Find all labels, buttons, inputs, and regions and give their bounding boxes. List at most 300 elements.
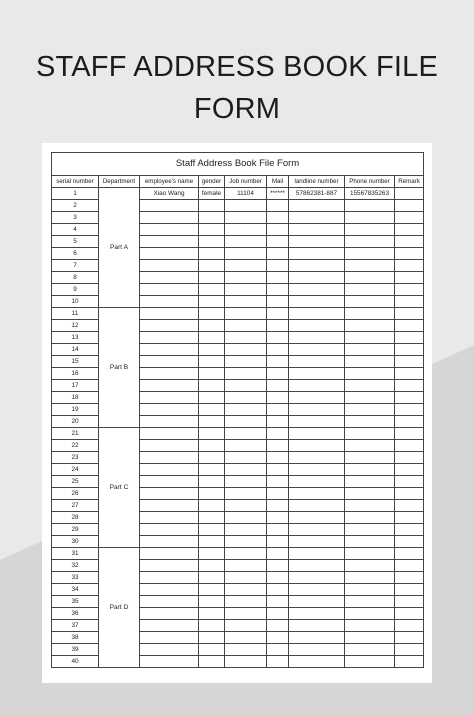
mail-cell[interactable]: [267, 656, 289, 668]
gender-cell[interactable]: [199, 428, 225, 440]
employee-name-cell[interactable]: [140, 260, 199, 272]
mail-cell[interactable]: [267, 536, 289, 548]
serial-number-cell: 25: [52, 476, 99, 488]
employee-name-cell[interactable]: [140, 344, 199, 356]
mail-cell[interactable]: [267, 464, 289, 476]
employee-name-cell[interactable]: [140, 596, 199, 608]
phone-cell[interactable]: [345, 560, 395, 572]
job-number-cell[interactable]: [225, 632, 267, 644]
landline-cell[interactable]: [289, 380, 345, 392]
phone-cell[interactable]: [345, 248, 395, 260]
address-book-form: [51, 152, 424, 668]
phone-cell[interactable]: [345, 608, 395, 620]
mail-cell[interactable]: [267, 344, 289, 356]
phone-cell[interactable]: [345, 380, 395, 392]
mail-cell[interactable]: [267, 380, 289, 392]
job-number-cell[interactable]: [225, 380, 267, 392]
job-number-cell[interactable]: [225, 476, 267, 488]
phone-cell[interactable]: [345, 260, 395, 272]
phone-cell[interactable]: [345, 632, 395, 644]
phone-cell[interactable]: [345, 308, 395, 320]
remark-cell[interactable]: [395, 536, 424, 548]
employee-name-cell[interactable]: [140, 656, 199, 668]
remark-cell[interactable]: [395, 452, 424, 464]
employee-name-cell[interactable]: [140, 440, 199, 452]
phone-cell[interactable]: [345, 428, 395, 440]
serial-number-cell: 12: [52, 320, 99, 332]
job-number-cell[interactable]: [225, 332, 267, 344]
phone-cell[interactable]: [345, 344, 395, 356]
landline-cell[interactable]: [289, 368, 345, 380]
mail-cell[interactable]: [267, 644, 289, 656]
job-number-cell[interactable]: [225, 440, 267, 452]
employee-name-cell[interactable]: [140, 380, 199, 392]
employee-name-cell[interactable]: [140, 212, 199, 224]
remark-cell[interactable]: [395, 464, 424, 476]
serial-number-cell: 13: [52, 332, 99, 344]
employee-name-cell[interactable]: [140, 356, 199, 368]
job-number-cell[interactable]: [225, 536, 267, 548]
landline-cell[interactable]: [289, 272, 345, 284]
landline-cell[interactable]: [289, 584, 345, 596]
landline-cell[interactable]: [289, 392, 345, 404]
gender-cell[interactable]: [199, 344, 225, 356]
employee-name-cell[interactable]: [140, 536, 199, 548]
employee-name-cell[interactable]: [140, 572, 199, 584]
remark-cell[interactable]: [395, 356, 424, 368]
serial-number-cell: 15: [52, 356, 99, 368]
phone-cell[interactable]: [345, 320, 395, 332]
mail-cell[interactable]: [267, 560, 289, 572]
employee-name-cell[interactable]: [140, 236, 199, 248]
mail-cell[interactable]: [267, 476, 289, 488]
job-number-cell[interactable]: [225, 428, 267, 440]
employee-name-cell[interactable]: [140, 620, 199, 632]
phone-cell[interactable]: [345, 332, 395, 344]
landline-cell[interactable]: [289, 248, 345, 260]
landline-cell[interactable]: [289, 488, 345, 500]
remark-cell[interactable]: [395, 488, 424, 500]
mail-cell[interactable]: [267, 356, 289, 368]
remark-cell[interactable]: [395, 284, 424, 296]
phone-cell[interactable]: [345, 236, 395, 248]
phone-cell[interactable]: [345, 464, 395, 476]
serial-number-cell: 3: [52, 212, 99, 224]
employee-name-cell[interactable]: [140, 632, 199, 644]
mail-cell[interactable]: [267, 512, 289, 524]
phone-cell[interactable]: [345, 548, 395, 560]
gender-cell[interactable]: [199, 536, 225, 548]
mail-cell[interactable]: [267, 296, 289, 308]
job-number-cell[interactable]: [225, 392, 267, 404]
serial-number-cell: 33: [52, 572, 99, 584]
phone-cell[interactable]: [345, 500, 395, 512]
remark-cell[interactable]: [395, 584, 424, 596]
mail-cell[interactable]: [267, 596, 289, 608]
mail-cell[interactable]: [267, 440, 289, 452]
mail-cell[interactable]: [267, 620, 289, 632]
employee-name-cell[interactable]: [140, 644, 199, 656]
remark-cell[interactable]: [395, 344, 424, 356]
remark-cell[interactable]: [395, 236, 424, 248]
gender-cell[interactable]: [199, 476, 225, 488]
landline-cell[interactable]: [289, 512, 345, 524]
employee-name-cell[interactable]: [140, 248, 199, 260]
mail-cell[interactable]: [267, 392, 289, 404]
employee-name-cell[interactable]: [140, 548, 199, 560]
landline-cell[interactable]: [289, 440, 345, 452]
landline-cell[interactable]: [289, 404, 345, 416]
job-number-cell[interactable]: [225, 512, 267, 524]
gender-cell[interactable]: [199, 632, 225, 644]
landline-cell[interactable]: [289, 284, 345, 296]
remark-cell[interactable]: [395, 188, 424, 200]
remark-cell[interactable]: [395, 560, 424, 572]
gender-cell[interactable]: [199, 452, 225, 464]
mail-cell[interactable]: [267, 248, 289, 260]
mail-cell[interactable]: [267, 260, 289, 272]
employee-name-cell[interactable]: [140, 608, 199, 620]
landline-cell[interactable]: [289, 656, 345, 668]
phone-cell[interactable]: [345, 512, 395, 524]
remark-cell[interactable]: [395, 332, 424, 344]
mail-cell[interactable]: [267, 212, 289, 224]
remark-cell[interactable]: [395, 656, 424, 668]
remark-cell[interactable]: [395, 428, 424, 440]
job-number-cell[interactable]: [225, 368, 267, 380]
remark-cell[interactable]: [395, 596, 424, 608]
employee-name-cell[interactable]: Xiao Wang: [140, 188, 199, 200]
employee-name-cell[interactable]: [140, 368, 199, 380]
header-mail: Mail: [267, 176, 289, 188]
remark-cell[interactable]: [395, 512, 424, 524]
job-number-cell[interactable]: [225, 608, 267, 620]
mail-cell[interactable]: ******: [267, 188, 289, 200]
remark-cell[interactable]: [395, 260, 424, 272]
remark-cell[interactable]: [395, 272, 424, 284]
landline-cell[interactable]: [289, 548, 345, 560]
job-number-cell[interactable]: [225, 656, 267, 668]
job-number-cell[interactable]: [225, 560, 267, 572]
serial-number-cell: 38: [52, 632, 99, 644]
employee-name-cell[interactable]: [140, 524, 199, 536]
employee-name-cell[interactable]: [140, 224, 199, 236]
phone-cell[interactable]: [345, 416, 395, 428]
phone-cell[interactable]: [345, 440, 395, 452]
serial-number-cell: 23: [52, 452, 99, 464]
gender-cell[interactable]: [199, 464, 225, 476]
remark-cell[interactable]: [395, 404, 424, 416]
employee-name-cell[interactable]: [140, 428, 199, 440]
gender-cell[interactable]: [199, 332, 225, 344]
job-number-cell[interactable]: [225, 224, 267, 236]
phone-cell[interactable]: [345, 272, 395, 284]
remark-cell[interactable]: [395, 296, 424, 308]
job-number-cell[interactable]: [225, 452, 267, 464]
header-serial-number: serial number: [52, 176, 99, 188]
gender-cell[interactable]: [199, 296, 225, 308]
job-number-cell[interactable]: [225, 320, 267, 332]
phone-cell[interactable]: [345, 452, 395, 464]
landline-cell[interactable]: [289, 416, 345, 428]
gender-cell[interactable]: [199, 308, 225, 320]
serial-number-cell: 31: [52, 548, 99, 560]
remark-cell[interactable]: [395, 308, 424, 320]
employee-name-cell[interactable]: [140, 464, 199, 476]
remark-cell[interactable]: [395, 416, 424, 428]
gender-cell[interactable]: [199, 416, 225, 428]
header-landline-number: landline number: [289, 176, 345, 188]
mail-cell[interactable]: [267, 284, 289, 296]
mail-cell[interactable]: [267, 584, 289, 596]
phone-cell[interactable]: [345, 392, 395, 404]
phone-cell[interactable]: [345, 212, 395, 224]
landline-cell[interactable]: [289, 452, 345, 464]
landline-cell[interactable]: [289, 236, 345, 248]
employee-name-cell[interactable]: [140, 488, 199, 500]
serial-number-cell: 37: [52, 620, 99, 632]
gender-cell[interactable]: [199, 572, 225, 584]
employee-name-cell[interactable]: [140, 476, 199, 488]
landline-cell[interactable]: [289, 344, 345, 356]
phone-cell[interactable]: [345, 356, 395, 368]
header-department: Department: [99, 176, 140, 188]
remark-cell[interactable]: [395, 248, 424, 260]
job-number-cell[interactable]: [225, 296, 267, 308]
gender-cell[interactable]: [199, 584, 225, 596]
mail-cell[interactable]: [267, 452, 289, 464]
job-number-cell[interactable]: [225, 344, 267, 356]
landline-cell[interactable]: 57862381-887: [289, 188, 345, 200]
landline-cell[interactable]: [289, 608, 345, 620]
gender-cell[interactable]: [199, 560, 225, 572]
landline-cell[interactable]: [289, 500, 345, 512]
remark-cell[interactable]: [395, 632, 424, 644]
employee-name-cell[interactable]: [140, 200, 199, 212]
landline-cell[interactable]: [289, 296, 345, 308]
landline-cell[interactable]: [289, 428, 345, 440]
phone-cell[interactable]: [345, 476, 395, 488]
gender-cell[interactable]: [199, 404, 225, 416]
job-number-cell[interactable]: [225, 272, 267, 284]
job-number-cell[interactable]: [225, 236, 267, 248]
serial-number-cell: 27: [52, 500, 99, 512]
employee-name-cell[interactable]: [140, 404, 199, 416]
employee-name-cell[interactable]: [140, 560, 199, 572]
job-number-cell[interactable]: [225, 212, 267, 224]
job-number-cell[interactable]: [225, 284, 267, 296]
employee-name-cell[interactable]: [140, 296, 199, 308]
landline-cell[interactable]: [289, 224, 345, 236]
remark-cell[interactable]: [395, 392, 424, 404]
phone-cell[interactable]: [345, 224, 395, 236]
mail-cell[interactable]: [267, 548, 289, 560]
phone-cell[interactable]: [345, 596, 395, 608]
job-number-cell[interactable]: [225, 644, 267, 656]
job-number-cell[interactable]: [225, 524, 267, 536]
mail-cell[interactable]: [267, 236, 289, 248]
gender-cell[interactable]: [199, 656, 225, 668]
landline-cell[interactable]: [289, 536, 345, 548]
remark-cell[interactable]: [395, 500, 424, 512]
landline-cell[interactable]: [289, 524, 345, 536]
mail-cell[interactable]: [267, 488, 289, 500]
mail-cell[interactable]: [267, 428, 289, 440]
remark-cell[interactable]: [395, 368, 424, 380]
remark-cell[interactable]: [395, 320, 424, 332]
employee-name-cell[interactable]: [140, 320, 199, 332]
gender-cell[interactable]: [199, 356, 225, 368]
landline-cell[interactable]: [289, 212, 345, 224]
mail-cell[interactable]: [267, 308, 289, 320]
remark-cell[interactable]: [395, 608, 424, 620]
landline-cell[interactable]: [289, 332, 345, 344]
gender-cell[interactable]: [199, 272, 225, 284]
gender-cell[interactable]: [199, 236, 225, 248]
gender-cell[interactable]: [199, 260, 225, 272]
employee-name-cell[interactable]: [140, 416, 199, 428]
mail-cell[interactable]: [267, 500, 289, 512]
mail-cell[interactable]: [267, 368, 289, 380]
job-number-cell[interactable]: [225, 356, 267, 368]
landline-cell[interactable]: [289, 560, 345, 572]
phone-cell[interactable]: [345, 584, 395, 596]
mail-cell[interactable]: [267, 272, 289, 284]
job-number-cell[interactable]: [225, 572, 267, 584]
serial-number-cell: 11: [52, 308, 99, 320]
job-number-cell[interactable]: [225, 248, 267, 260]
gender-cell[interactable]: [199, 488, 225, 500]
gender-cell[interactable]: [199, 224, 225, 236]
gender-cell[interactable]: [199, 284, 225, 296]
landline-cell[interactable]: [289, 200, 345, 212]
gender-cell[interactable]: [199, 596, 225, 608]
phone-cell[interactable]: 15567835263: [345, 188, 395, 200]
remark-cell[interactable]: [395, 200, 424, 212]
mail-cell[interactable]: [267, 572, 289, 584]
job-number-cell[interactable]: [225, 200, 267, 212]
mail-cell[interactable]: [267, 332, 289, 344]
gender-cell[interactable]: [199, 380, 225, 392]
remark-cell[interactable]: [395, 620, 424, 632]
gender-cell[interactable]: [199, 368, 225, 380]
header-gender: gender: [199, 176, 225, 188]
phone-cell[interactable]: [345, 488, 395, 500]
job-number-cell[interactable]: [225, 260, 267, 272]
mail-cell[interactable]: [267, 224, 289, 236]
phone-cell[interactable]: [345, 644, 395, 656]
job-number-cell[interactable]: [225, 620, 267, 632]
phone-cell[interactable]: [345, 284, 395, 296]
remark-cell[interactable]: [395, 212, 424, 224]
landline-cell[interactable]: [289, 308, 345, 320]
remark-cell[interactable]: [395, 380, 424, 392]
gender-cell[interactable]: [199, 392, 225, 404]
job-number-cell[interactable]: [225, 584, 267, 596]
employee-name-cell[interactable]: [140, 284, 199, 296]
remark-cell[interactable]: [395, 524, 424, 536]
landline-cell[interactable]: [289, 620, 345, 632]
gender-cell[interactable]: [199, 200, 225, 212]
gender-cell[interactable]: [199, 440, 225, 452]
gender-cell[interactable]: [199, 644, 225, 656]
gender-cell[interactable]: [199, 620, 225, 632]
employee-name-cell[interactable]: [140, 512, 199, 524]
landline-cell[interactable]: [289, 572, 345, 584]
phone-cell[interactable]: [345, 404, 395, 416]
job-number-cell[interactable]: [225, 500, 267, 512]
gender-cell[interactable]: [199, 512, 225, 524]
job-number-cell[interactable]: [225, 416, 267, 428]
gender-cell[interactable]: [199, 524, 225, 536]
remark-cell[interactable]: [395, 224, 424, 236]
department-cell: Part C: [99, 428, 140, 548]
gender-cell[interactable]: [199, 500, 225, 512]
mail-cell[interactable]: [267, 320, 289, 332]
job-number-cell[interactable]: [225, 464, 267, 476]
employee-name-cell[interactable]: [140, 308, 199, 320]
employee-name-cell[interactable]: [140, 584, 199, 596]
landline-cell[interactable]: [289, 320, 345, 332]
phone-cell[interactable]: [345, 536, 395, 548]
phone-cell[interactable]: [345, 572, 395, 584]
remark-cell[interactable]: [395, 548, 424, 560]
gender-cell[interactable]: [199, 248, 225, 260]
employee-name-cell[interactable]: [140, 392, 199, 404]
employee-name-cell[interactable]: [140, 452, 199, 464]
landline-cell[interactable]: [289, 644, 345, 656]
landline-cell[interactable]: [289, 356, 345, 368]
serial-number-cell: 20: [52, 416, 99, 428]
gender-cell[interactable]: [199, 212, 225, 224]
remark-cell[interactable]: [395, 644, 424, 656]
remark-cell[interactable]: [395, 476, 424, 488]
mail-cell[interactable]: [267, 416, 289, 428]
phone-cell[interactable]: [345, 368, 395, 380]
job-number-cell[interactable]: [225, 308, 267, 320]
landline-cell[interactable]: [289, 476, 345, 488]
landline-cell[interactable]: [289, 464, 345, 476]
mail-cell[interactable]: [267, 524, 289, 536]
employee-name-cell[interactable]: [140, 272, 199, 284]
gender-cell[interactable]: [199, 608, 225, 620]
mail-cell[interactable]: [267, 608, 289, 620]
phone-cell[interactable]: [345, 296, 395, 308]
landline-cell[interactable]: [289, 260, 345, 272]
employee-name-cell[interactable]: [140, 332, 199, 344]
employee-name-cell[interactable]: [140, 500, 199, 512]
gender-cell[interactable]: [199, 320, 225, 332]
phone-cell[interactable]: [345, 620, 395, 632]
gender-cell[interactable]: [199, 548, 225, 560]
phone-cell[interactable]: [345, 200, 395, 212]
job-number-cell[interactable]: 11104: [225, 188, 267, 200]
job-number-cell[interactable]: [225, 548, 267, 560]
remark-cell[interactable]: [395, 572, 424, 584]
job-number-cell[interactable]: [225, 596, 267, 608]
gender-cell[interactable]: female: [199, 188, 225, 200]
job-number-cell[interactable]: [225, 488, 267, 500]
landline-cell[interactable]: [289, 632, 345, 644]
mail-cell[interactable]: [267, 404, 289, 416]
remark-cell[interactable]: [395, 440, 424, 452]
job-number-cell[interactable]: [225, 404, 267, 416]
mail-cell[interactable]: [267, 200, 289, 212]
phone-cell[interactable]: [345, 524, 395, 536]
landline-cell[interactable]: [289, 596, 345, 608]
mail-cell[interactable]: [267, 632, 289, 644]
phone-cell[interactable]: [345, 656, 395, 668]
